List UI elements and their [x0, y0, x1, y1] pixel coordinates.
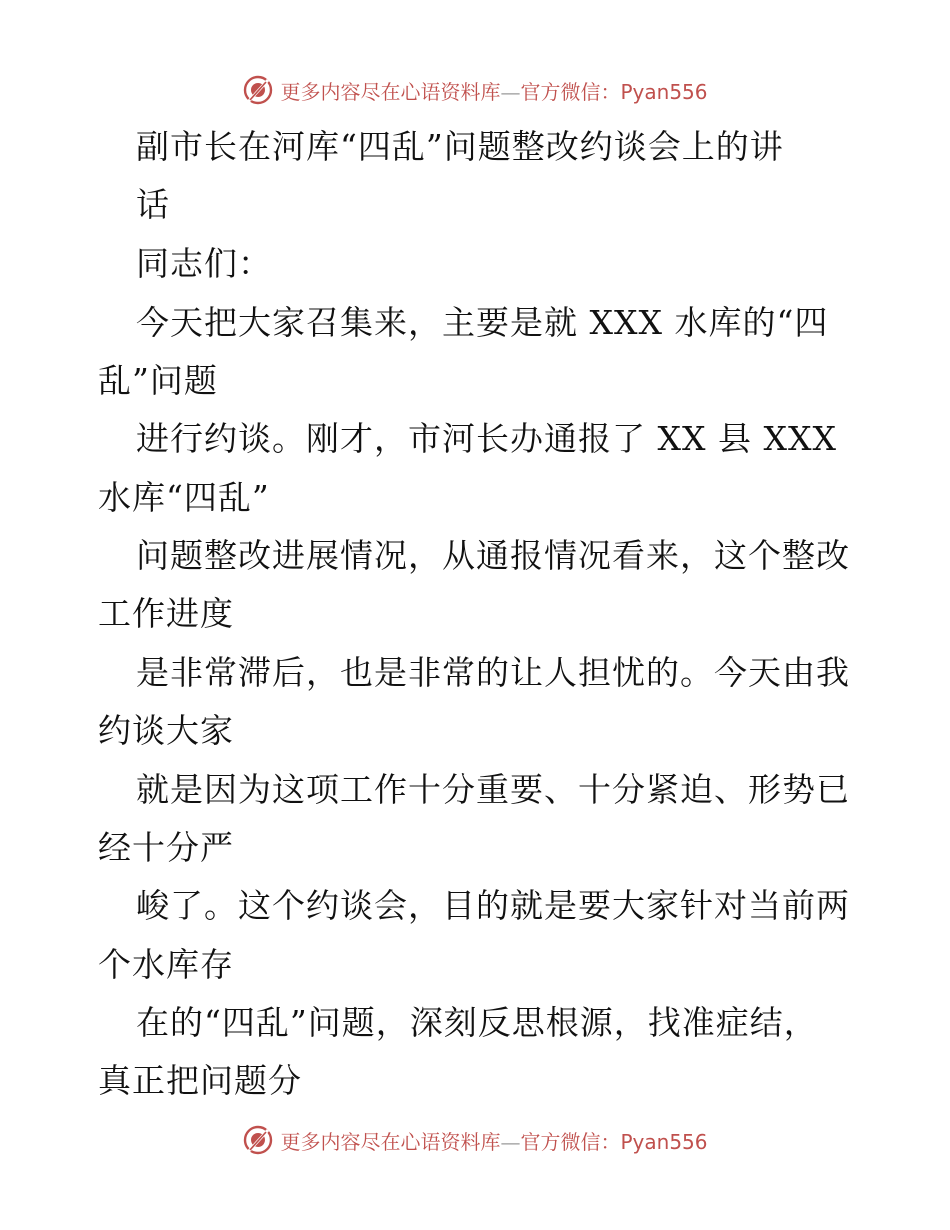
body-line: 个水库存: [98, 945, 234, 984]
body-line: 约谈大家: [98, 711, 234, 750]
salutation: 同志们：: [136, 244, 272, 283]
banner-text: [280, 76, 707, 105]
body-line: 今天把大家召集来，主要是就 XXX 水库的“四: [136, 303, 829, 342]
header-banner: [0, 70, 950, 110]
quill-pen-logo-icon: [242, 74, 274, 106]
body-line: 乱”问题: [98, 361, 218, 400]
banner-separator: —: [500, 1129, 521, 1154]
body-line: 进行约谈。刚才，市河长办通报了 XX 县 XXX: [136, 419, 837, 458]
banner-wechat-id: Pyan556: [620, 1129, 708, 1154]
banner-title: 更多内容尽在心语资料库: [280, 79, 501, 104]
title-line-2: 话: [136, 185, 170, 224]
banner-text: [280, 1126, 707, 1155]
banner-wechat-label: 官方微信：: [520, 1129, 621, 1154]
body-line: 水库“四乱”: [98, 478, 270, 517]
banner-title: 更多内容尽在心语资料库: [280, 1129, 501, 1154]
banner-wechat-label: 官方微信：: [520, 79, 621, 104]
title-line-1: 副市长在河库“四乱”问题整改约谈会上的讲: [136, 127, 784, 166]
body-line: 工作进度: [98, 594, 234, 633]
body-line: 就是因为这项工作十分重要、十分紧迫、形势已: [136, 770, 850, 809]
quill-pen-logo-icon: [242, 1124, 274, 1156]
footer-banner: [0, 1120, 950, 1160]
body-line: 经十分严: [98, 828, 234, 867]
body-line: 真正把问题分: [98, 1061, 302, 1100]
body-line: 是非常滞后，也是非常的让人担忧的。今天由我: [136, 653, 850, 692]
banner-wechat-id: Pyan556: [620, 79, 708, 104]
body-line: 在的“四乱”问题，深刻反思根源，找准症结，: [136, 1003, 818, 1042]
banner-separator: —: [500, 79, 521, 104]
body-line: 峻了。这个约谈会，目的就是要大家针对当前两: [136, 886, 850, 925]
body-line: 问题整改进展情况，从通报情况看来，这个整改: [136, 536, 850, 575]
